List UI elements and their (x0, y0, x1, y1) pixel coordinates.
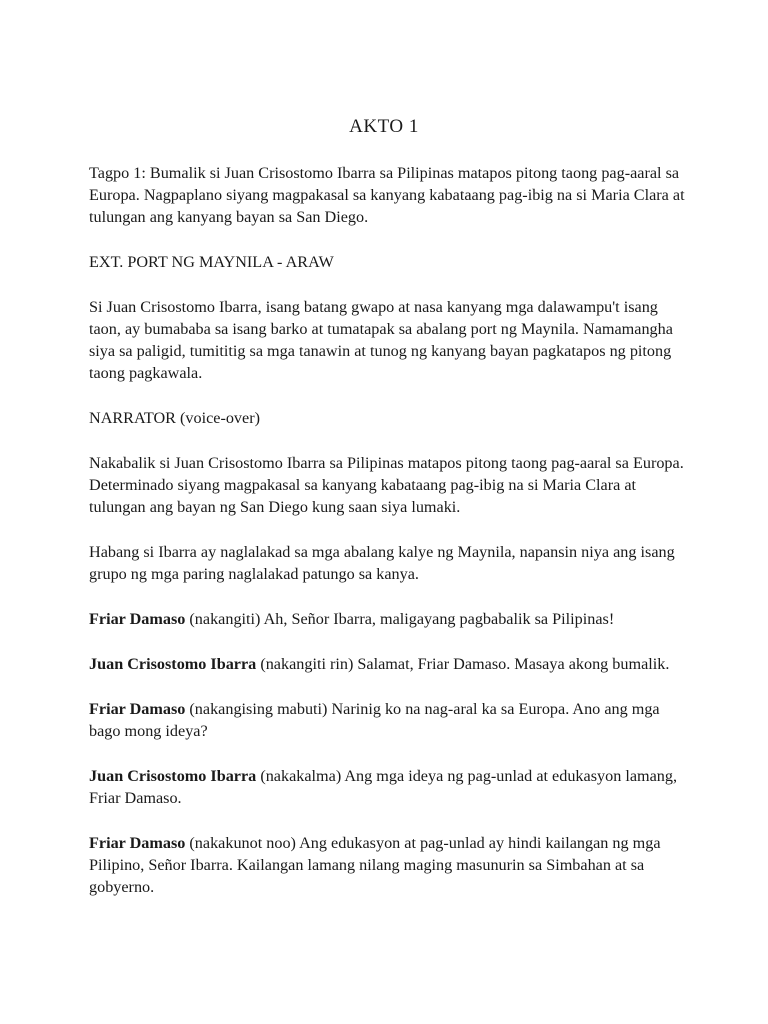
dialogue-text: (nakangiti rin) Salamat, Friar Damaso. Masaya akong bumalik. (256, 655, 670, 673)
dialogue-text: (nakangiti) Ah, Señor Ibarra, maligayang pagbabalik sa Pilipinas! (185, 610, 615, 628)
dialogue-line (89, 698, 689, 742)
speaker-name: Juan Crisostomo Ibarra (89, 767, 257, 785)
speaker-name: Friar Damaso (89, 834, 186, 852)
dialogue-line (89, 608, 689, 630)
scene-summary: Tagpo 1: Bumalik si Juan Crisostomo Ibarra sa Pilipinas matapos pitong taong pag-aaral sa Europa. Nagpaplano siyang magpakasal sa kanyang kabataang pag-ibig na si Maria Clara at tulungan ang kanyang bayan sa San Diego. (89, 164, 685, 226)
dialogue-line (89, 653, 689, 675)
dialogue-line (89, 832, 689, 898)
speaker-name: Friar Damaso (89, 700, 186, 718)
script-body (89, 162, 689, 921)
speaker-name: Juan Crisostomo Ibarra (89, 655, 257, 673)
narration-paragraph: Nakabalik si Juan Crisostomo Ibarra sa Pilipinas matapos pitong taong pag-aaral sa Europa. Determinado siyang magpakasal sa kanyang kabataang pag-ibig na si Maria Clara at tulungan ang bayan ng San Diego kung saan siya lumaki. (89, 454, 684, 516)
narrator-cue: NARRATOR (voice-over) (89, 409, 260, 427)
dialogue-text: (nakakalma) Ang mga ideya ng pag-unlad at edukasyon lamang, Friar Damaso. (89, 767, 678, 807)
scene-heading: EXT. PORT NG MAYNILA - ARAW (89, 253, 334, 271)
speaker-name: Friar Damaso (89, 610, 186, 628)
action-paragraph: Si Juan Crisostomo Ibarra, isang batang gwapo at nasa kanyang mga dalawampu't isang taon, ay bumababa sa isang barko at tumatapak sa abalang port ng Maynila. Namamangha siya sa paligid, tumititig sa mga tanawin at tunog ng kanyang bayan pagkatapos ng pitong taong pagkawala. (89, 298, 673, 382)
act-title: AKTO 1 (349, 116, 419, 137)
action-paragraph: Habang si Ibarra ay naglalakad sa mga abalang kalye ng Maynila, napansin niya ang isang grupo ng mga paring naglalakad patungo sa kanya. (89, 543, 675, 583)
dialogue-text: (nakakunot noo) Ang edukasyon at pag-unlad ay hindi kailangan ng mga Pilipino, Señor Ibarra. Kailangan lamang nilang maging masunurin sa Simbahan at sa gobyerno. (89, 834, 661, 896)
dialogue-line (89, 765, 689, 809)
dialogue-text: (nakangising mabuti) Narinig ko na nag-aral ka sa Europa. Ano ang mga bago mong ideya? (89, 700, 660, 740)
